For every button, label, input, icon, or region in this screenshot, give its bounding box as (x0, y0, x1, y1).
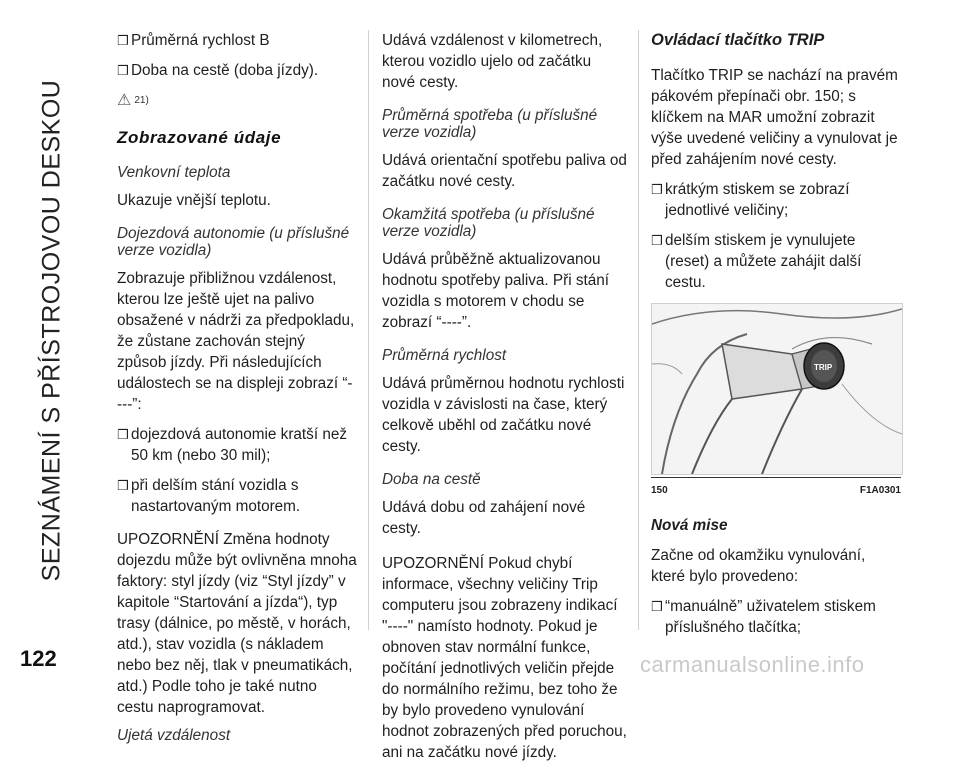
paragraph: Začne od okamžiku vynulování, které bylo provedeno: (651, 547, 866, 585)
checkbox-bullet-icon: ❒ (651, 233, 663, 248)
paragraph: Udává průběžně aktualizovanou hodnotu spotřeby paliva. Při stání vozidla s motorem v chodu se zobrazí “----”. (382, 251, 610, 331)
paragraph: Udává vzdálenost v kilometrech, kterou vozidlo ujelo od začátku nové cesty. (382, 32, 603, 91)
column-divider (638, 30, 639, 630)
subheading: Okamžitá spotřeba (u příslušné verze vozidla) (382, 206, 595, 240)
paragraph: Ukazuje vnější teplotu. (117, 192, 271, 209)
trip-lever-illustration (651, 303, 903, 475)
trip-button-label: TRIP (814, 363, 833, 372)
page-number: 122 (20, 646, 57, 671)
checkbox-bullet-icon: ❒ (651, 182, 663, 197)
paragraph: Udává orientační spotřebu paliva od začátku nové cesty. (382, 152, 627, 190)
list-item: ❒ Průměrná rychlost B (117, 32, 270, 49)
paragraph: Zobrazuje přibližnou vzdálenost, kterou lze ještě ujet na palivo obsažené v nádrži za předpokladu, že zůstane zachován stejný způsob jízdy. Při následujících událostech se na displeji zobrazí “----”: (117, 270, 355, 413)
chapter-title-text: SEZNÁMENÍ S PŘÍSTROJOVOU DESKOU (37, 79, 66, 581)
subsection-heading: Nová mise (651, 517, 728, 534)
paragraph: Udává dobu od zahájení nové cesty. (382, 499, 586, 537)
checkbox-bullet-icon: ❒ (117, 33, 129, 48)
list-item: ❒ delším stiskem je vynulujete (reset) a můžete zahájit další cestu. (651, 232, 862, 291)
subheading: Venkovní teplota (117, 164, 231, 181)
checkbox-bullet-icon: ❒ (117, 478, 129, 493)
section-heading: Ovládací tlačítko TRIP (651, 31, 825, 49)
section-heading: Zobrazované údaje (117, 128, 282, 147)
checkbox-bullet-icon: ❒ (117, 63, 129, 78)
chapter-side-title (22, 40, 82, 620)
column-3 (651, 30, 901, 647)
warning-paragraph: UPOZORNĚNÍ Změna hodnoty dojezdu může být ovlivněna mnoha faktory: styl jízdy (viz “Styl jízdy” v kapitole “Startování a jízda“), typ trasy (dálnice, po městě, v horách, atd.), stav vozidla (s nákladem nebo bez něj, tlak v pneumatikách, atd.) Podle toho je také nutno cestu naprogramovat. (117, 531, 357, 716)
column-2 (382, 30, 627, 772)
list-item: ❒ při delším stání vozidla s nastartovaným motorem. (117, 477, 301, 515)
list-item: ❒ dojezdová autonomie kratší než 50 km (nebo 30 mil); (117, 426, 347, 464)
subheading: Dojezdová autonomie (u příslušné verze vozidla) (117, 225, 350, 259)
watermark: carmanualsonline.info (640, 652, 865, 677)
column-divider (368, 30, 369, 630)
subheading: Průměrná spotřeba (u příslušné verze vozidla) (382, 107, 598, 141)
paragraph: Udává průměrnou hodnotu rychlosti vozidla v závislosti na čase, který celkově uběhl od začátku nové cesty. (382, 375, 625, 455)
column-1 (117, 30, 357, 753)
list-item: ❒ krátkým stiskem se zobrazí jednotlivé veličiny; (651, 181, 850, 219)
subheading: Ujetá vzdálenost (117, 727, 231, 744)
figure-number: 150 (651, 485, 668, 496)
warning-reference: ⚠ 21) (117, 92, 149, 109)
subheading: Doba na cestě (382, 471, 481, 488)
paragraph: Tlačítko TRIP se nachází na pravém pákovém přepínači obr. 150; s klíčkem na MAR umožní zobrazit výše uvedené veličiny a vynulovat je před zahájením nové cesty. (651, 67, 898, 168)
list-item: ❒ “manuálně” uživatelem stiskem příslušného tlačítka; (651, 598, 876, 636)
subheading: Průměrná rychlost (382, 347, 507, 364)
checkbox-bullet-icon: ❒ (117, 427, 129, 442)
warning-triangle-icon: ⚠ (117, 92, 132, 109)
list-item: ❒ Doba na cestě (doba jízdy). (117, 62, 319, 79)
warning-paragraph: UPOZORNĚNÍ Pokud chybí informace, všechny veličiny Trip computeru jsou zobrazeny indikací "----" namísto hodnoty. Pokud je obnoven stav normální funkce, počítání jednotlivých veličin přejde do normálního režimu, bez toho že by bylo provedeno vynulování hodnot zobrazených před poruchou, ani na začátku nové jízdy. (382, 555, 627, 761)
figure-code: F1A0301 (859, 485, 901, 496)
stalk-drawing (652, 304, 902, 474)
figure-caption (651, 477, 901, 501)
checkbox-bullet-icon: ❒ (651, 599, 663, 614)
